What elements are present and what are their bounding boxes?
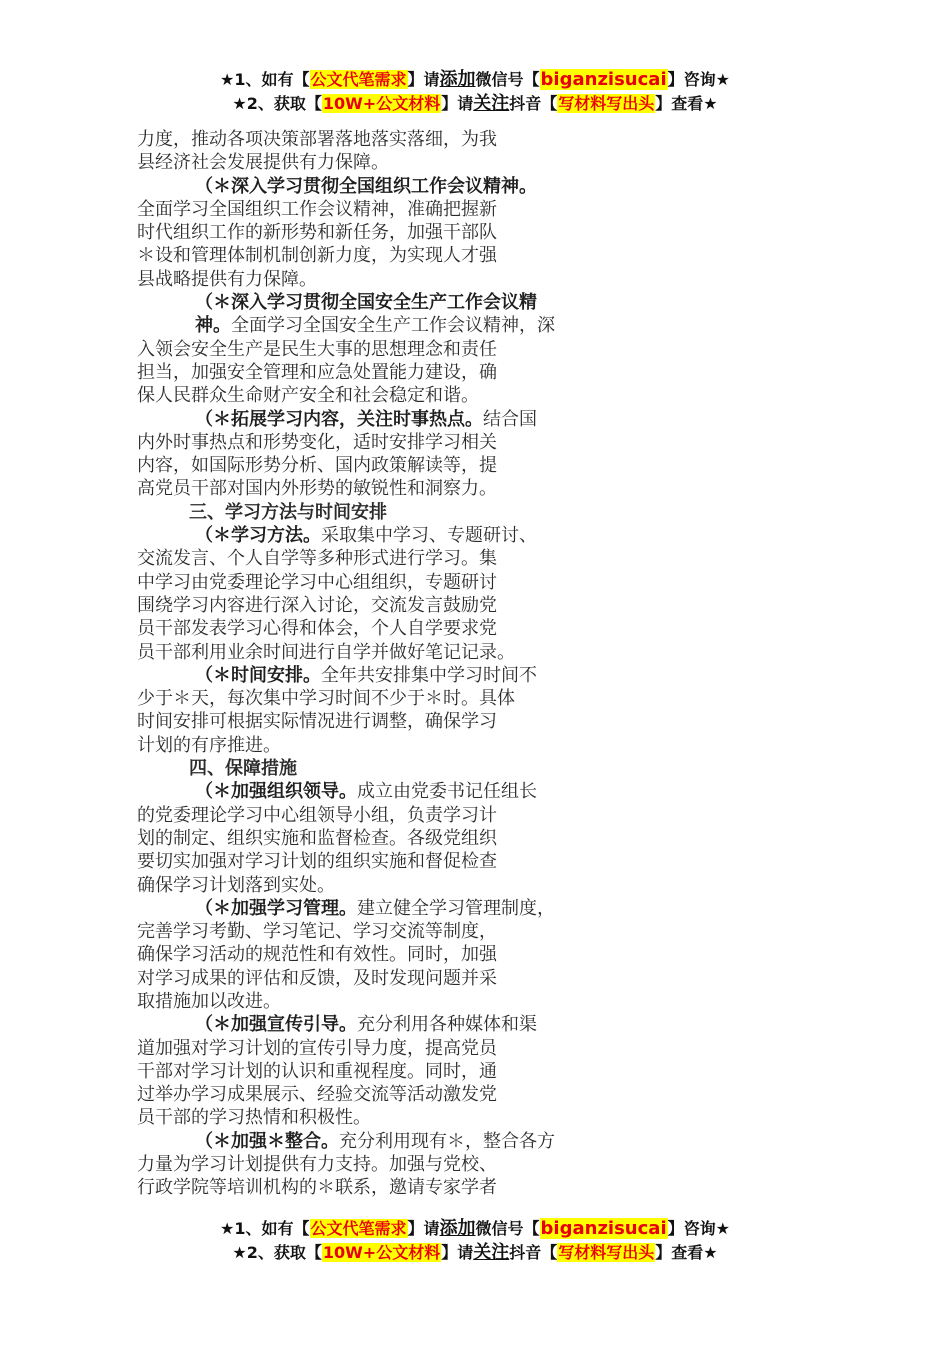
body-line	[137, 268, 809, 291]
line-text: 的党委理论学习中心组领导小组，负责学习计	[137, 804, 497, 826]
body-line	[137, 780, 809, 803]
body-line	[137, 850, 809, 873]
body-line	[137, 454, 809, 477]
body-line	[137, 151, 809, 174]
top-banner	[0, 68, 950, 116]
line-text: 充分利用各种媒体和渠	[357, 1014, 537, 1036]
subsection-title: （＊深入学习贯彻全国安全生产工作会议精	[195, 292, 537, 314]
line-text: 内外时事热点和形势变化，适时安排学习相关	[137, 431, 497, 453]
body-line	[137, 734, 809, 757]
line-text: 围绕学习内容进行深入讨论，交流发言鼓励党	[137, 594, 497, 616]
highlight-wechat-id: biganzisucai	[540, 69, 667, 90]
body-line	[137, 943, 809, 966]
body-line	[137, 1037, 809, 1060]
line-text: 全年共安排集中学习时间不	[321, 664, 537, 686]
line-text: 交流发言、个人自学等多种形式进行学习。集	[137, 548, 497, 570]
body-line	[137, 314, 809, 337]
body-line	[137, 687, 809, 710]
banner-text: ★1、如有【	[220, 70, 310, 89]
body-line	[137, 128, 809, 151]
body-line	[137, 710, 809, 733]
body-line	[137, 1176, 809, 1199]
subsection-title: （＊拓展学习内容，关注时事热点。	[195, 408, 483, 430]
banner-text: 】请	[441, 1243, 474, 1262]
subsection-title: 神。	[195, 315, 231, 337]
body-line	[137, 361, 809, 384]
banner-emphasis: 添加	[439, 69, 476, 90]
banner-text: ★2、获取【	[232, 1243, 322, 1262]
line-text: 充分利用现有＊，整合各方	[339, 1130, 555, 1152]
section-heading: 四、保障措施	[189, 758, 297, 780]
body-line	[137, 1153, 809, 1176]
banner-emphasis: 添加	[439, 1218, 476, 1239]
line-text: 道加强对学习计划的宣传引导力度，提高党员	[137, 1037, 497, 1059]
line-text: 力度，推动各项决策部署落地落实落细，为我	[137, 129, 497, 150]
body-line	[137, 897, 809, 920]
body-line	[137, 874, 809, 897]
line-text: 担当，加强安全管理和应急处置能力建设，确	[137, 361, 497, 383]
body-line	[137, 827, 809, 850]
banner-text: 】查看★	[655, 1243, 718, 1262]
banner-text: 微信号【	[475, 1219, 540, 1238]
highlight-materials: 10W+公文材料	[322, 94, 441, 113]
banner-text: 】请	[407, 70, 440, 89]
subsection-title: （＊加强组织领导。	[195, 781, 357, 803]
subsection-title: （＊加强＊整合。	[195, 1130, 339, 1152]
line-text: 干部对学习计划的认识和重视程度。同时，通	[137, 1060, 497, 1082]
body-line	[137, 198, 809, 221]
line-text: 入领会安全生产是民生大事的思想理念和责任	[137, 338, 497, 360]
line-text: 采取集中学习、专题研讨、	[321, 525, 537, 547]
subsection-title: （＊时间安排。	[195, 664, 321, 686]
line-text: 员干部利用业余时间进行自学并做好笔记记录。	[137, 641, 515, 663]
line-text: 力量为学习计划提供有力支持。加强与党校、	[137, 1154, 497, 1176]
line-text: 员干部发表学习心得和体会，个人自学要求党	[137, 618, 497, 640]
line-text: 高党员干部对国内外形势的敏锐性和洞察力。	[137, 478, 497, 500]
line-text: 要切实加强对学习计划的组织实施和督促检查	[137, 851, 497, 873]
line-text: ＊设和管理体制机制创新力度，为实现人才强	[137, 245, 497, 267]
body-line	[137, 571, 809, 594]
highlight-wechat-id: biganzisucai	[540, 1218, 667, 1239]
body-line	[137, 408, 809, 431]
body-line	[137, 1060, 809, 1083]
body-line	[137, 431, 809, 454]
line-text: 全面学习全国安全生产工作会议精神，深	[231, 315, 555, 337]
line-text: 确保学习活动的规范性和有效性。同时，加强	[137, 944, 497, 966]
line-text: 内容，如国际形势分析、国内政策解读等，提	[137, 455, 497, 477]
body-line	[137, 641, 809, 664]
subsection-title: （＊加强宣传引导。	[195, 1014, 357, 1036]
line-text: 对学习成果的评估和反馈，及时发现问题并采	[137, 967, 497, 989]
banner-line-2	[0, 92, 950, 116]
line-text: 确保学习计划落到实处。	[137, 874, 335, 896]
line-text: 全面学习全国组织工作会议精神，准确把握新	[137, 198, 497, 220]
banner-text: 】咨询★	[667, 70, 730, 89]
banner-text: 】查看★	[655, 94, 718, 113]
body-line	[137, 244, 809, 267]
line-text: 县战略提供有力保障。	[137, 268, 317, 290]
body-line	[137, 594, 809, 617]
banner-text: ★2、获取【	[232, 94, 322, 113]
highlight-service: 公文代笔需求	[310, 1219, 407, 1238]
body-line	[137, 617, 809, 640]
section-heading: 三、学习方法与时间安排	[189, 501, 387, 523]
highlight-douyin: 写材料写出头	[558, 94, 655, 113]
document-body	[137, 128, 809, 1200]
body-line	[137, 1130, 809, 1153]
bottom-banner	[0, 1217, 950, 1265]
subsection-title: （＊学习方法。	[195, 525, 321, 547]
highlight-materials: 10W+公文材料	[322, 1243, 441, 1262]
body-line	[137, 967, 809, 990]
banner-line-2	[0, 1241, 950, 1265]
banner-text: 】咨询★	[667, 1219, 730, 1238]
line-text: 时间安排可根据实际情况进行调整，确保学习	[137, 711, 497, 733]
banner-text: 微信号【	[475, 70, 540, 89]
subsection-title: （＊加强学习管理。	[195, 897, 357, 919]
line-text: 建立健全学习管理制度，	[357, 897, 555, 919]
banner-emphasis: 关注	[473, 1242, 510, 1263]
body-line	[137, 920, 809, 943]
line-text: 时代组织工作的新形势和新任务，加强干部队	[137, 222, 497, 244]
body-line	[137, 524, 809, 547]
body-line	[137, 291, 809, 314]
body-line	[137, 1083, 809, 1106]
highlight-douyin: 写材料写出头	[558, 1243, 655, 1262]
body-line	[137, 990, 809, 1013]
body-line	[137, 1106, 809, 1129]
body-line	[137, 338, 809, 361]
banner-text: 抖音【	[509, 1243, 558, 1262]
body-line	[137, 221, 809, 244]
banner-text: 】请	[407, 1219, 440, 1238]
body-line	[137, 477, 809, 500]
banner-line-1	[0, 1217, 950, 1241]
line-text: 划的制定、组织实施和监督检查。各级党组织	[137, 827, 497, 849]
line-text: 取措施加以改进。	[137, 990, 281, 1012]
line-text: 完善学习考勤、学习笔记、学习交流等制度，	[137, 921, 497, 943]
highlight-service: 公文代笔需求	[310, 70, 407, 89]
body-line	[137, 547, 809, 570]
line-text: 行政学院等培训机构的＊联系，邀请专家学者	[137, 1177, 497, 1199]
body-line	[137, 175, 809, 198]
subsection-title: （＊深入学习贯彻全国组织工作会议精神。	[195, 175, 537, 197]
body-line	[137, 664, 809, 687]
line-text: 过举办学习成果展示、经验交流等活动激发党	[137, 1084, 497, 1106]
line-text: 少于＊天，每次集中学习时间不少于＊时。具体	[137, 688, 515, 710]
body-line	[137, 384, 809, 407]
line-text: 结合国	[483, 408, 537, 430]
line-text: 计划的有序推进。	[137, 734, 281, 756]
banner-text: 】请	[441, 94, 474, 113]
line-text: 保人民群众生命财产安全和社会稳定和谐。	[137, 385, 479, 407]
body-line	[137, 804, 809, 827]
line-text: 县经济社会发展提供有力保障。	[137, 152, 389, 174]
banner-line-1	[0, 68, 950, 92]
banner-text: ★1、如有【	[220, 1219, 310, 1238]
line-text: 员干部的学习热情和积极性。	[137, 1107, 371, 1129]
banner-text: 抖音【	[509, 94, 558, 113]
line-text: 成立由党委书记任组长	[357, 781, 537, 803]
banner-emphasis: 关注	[473, 93, 510, 114]
body-line	[137, 1013, 809, 1036]
line-text: 中学习由党委理论学习中心组组织，专题研讨	[137, 571, 497, 593]
